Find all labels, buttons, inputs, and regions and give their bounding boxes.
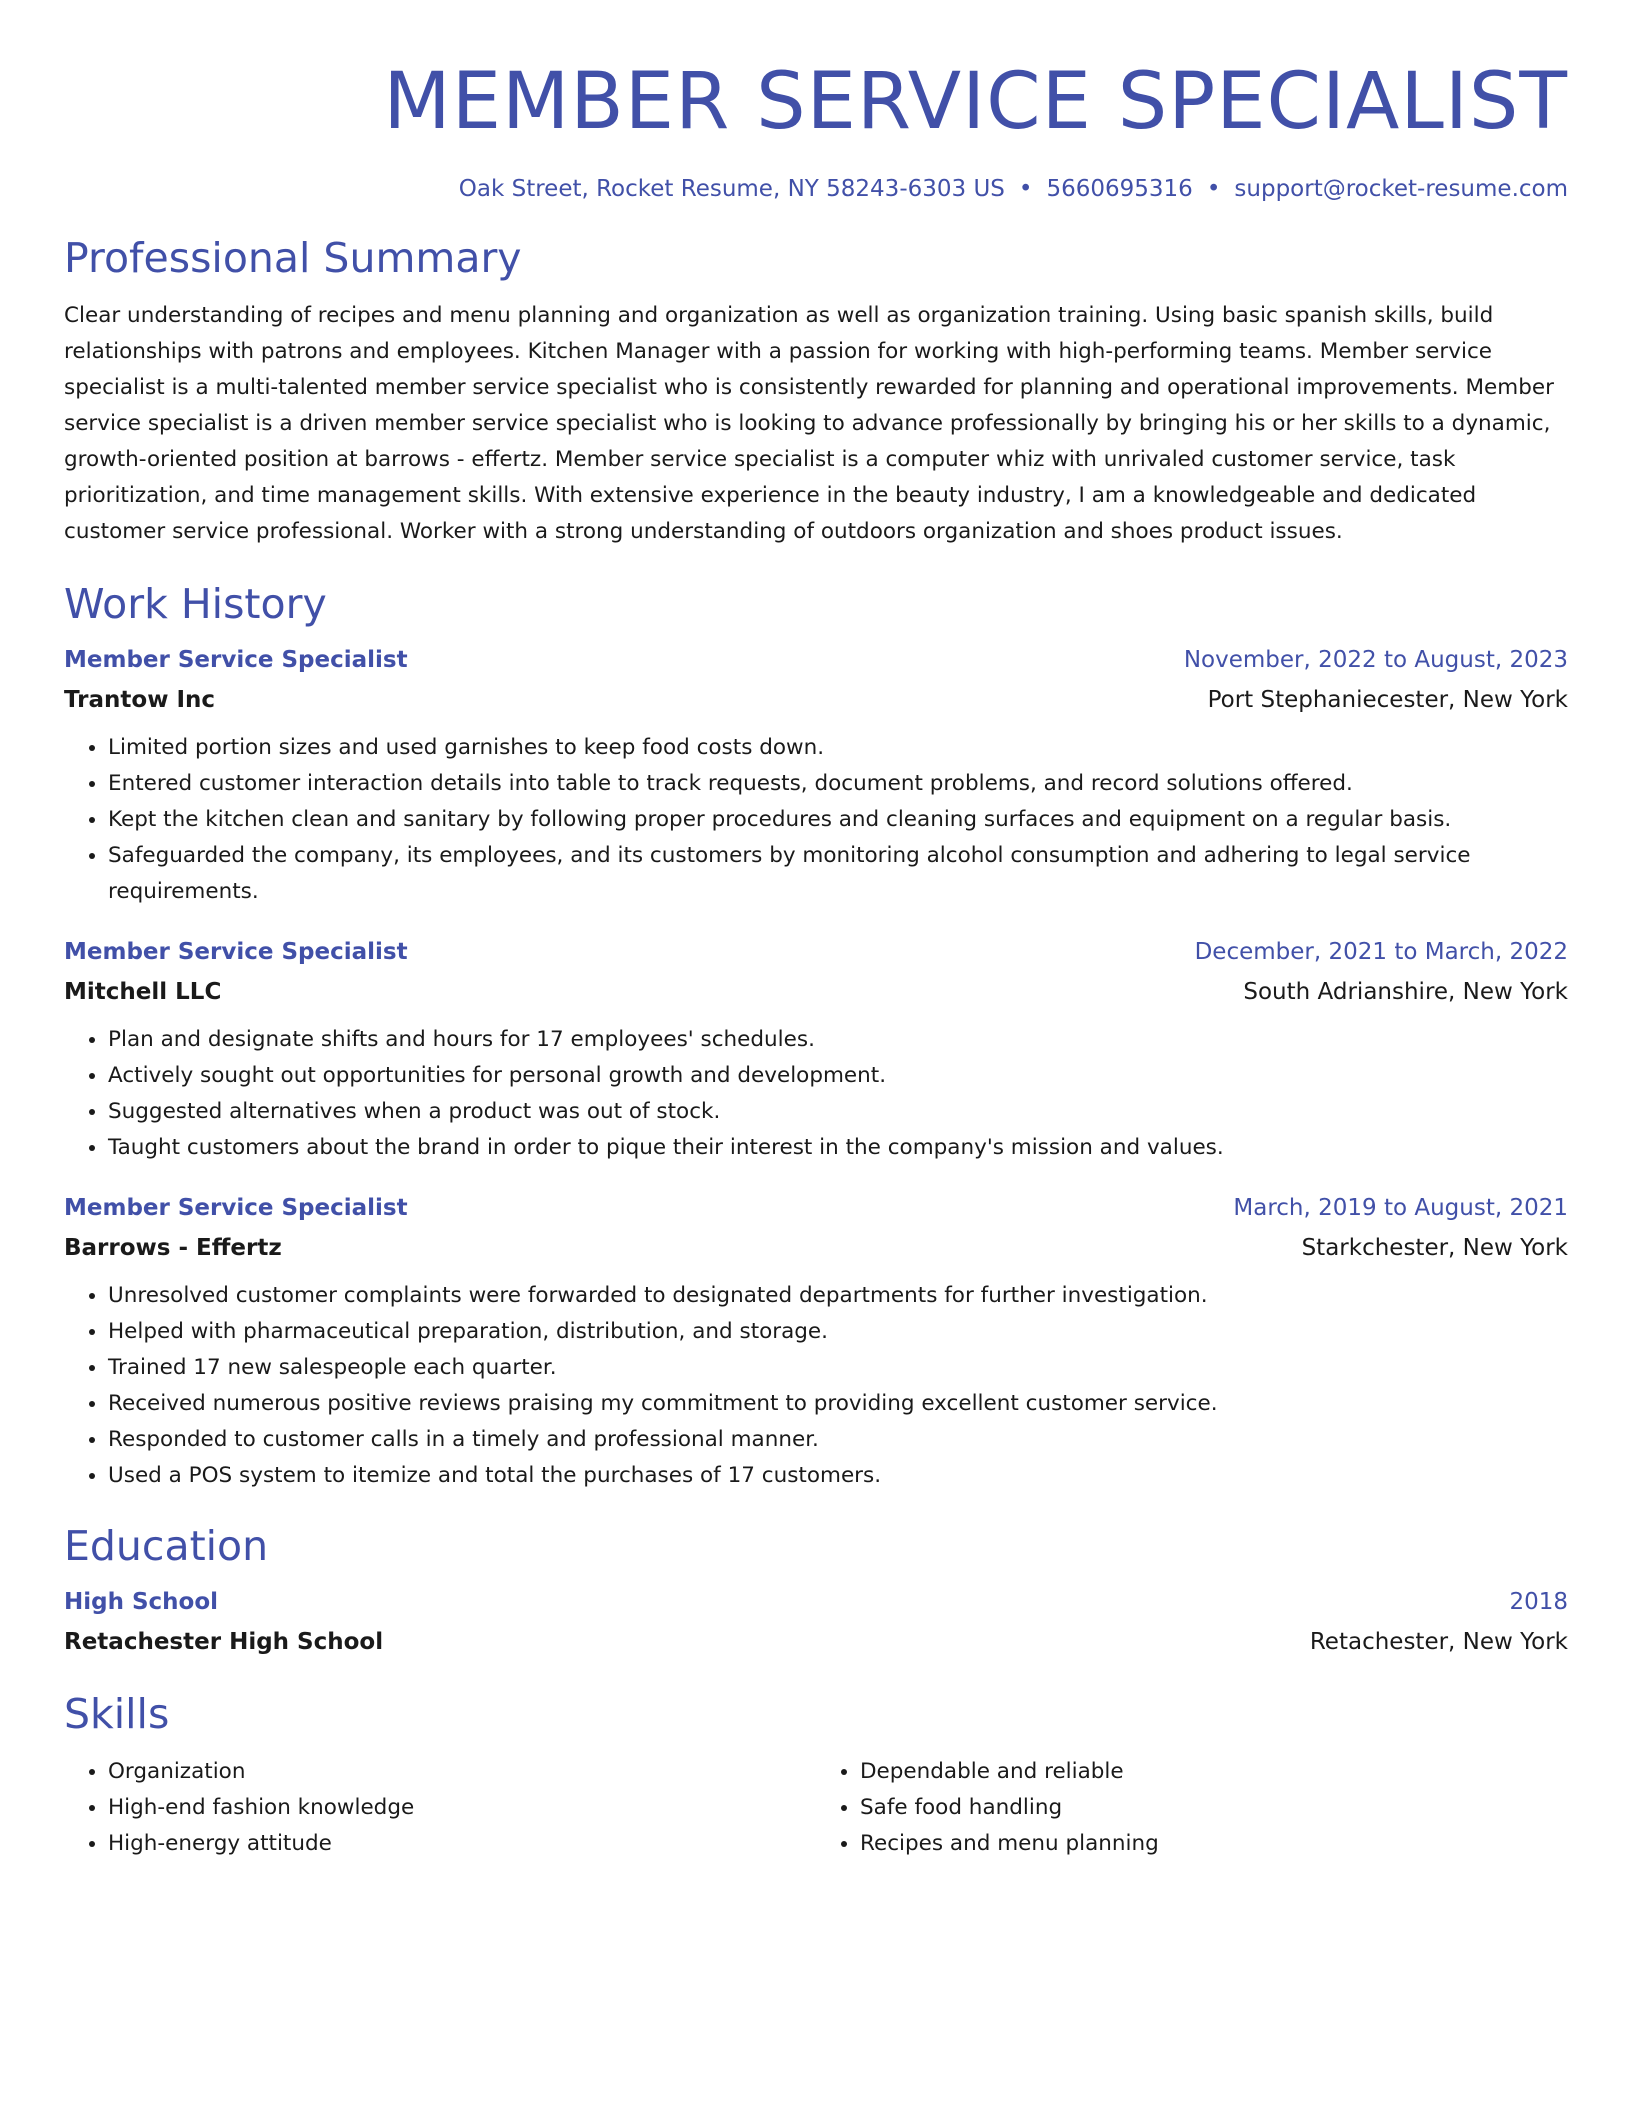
degree: High School <box>64 1589 219 1615</box>
list-item: • High-energy attitude <box>108 1826 816 1862</box>
job-location: South Adrianshire, New York <box>1243 979 1568 1005</box>
work-history-heading: Work History <box>64 580 327 628</box>
job-entry <box>64 640 1568 910</box>
summary-text: Clear understanding of recipes and menu planning and organization as well as organization training. Using basic spanish skills, build relationships with patrons and employees. Kitchen Manager with a passion for working with high-performing teams. Member service specialist is a multi-talented member service specialist who is consistently rewarded for planning and operational improvements. Member service specialist is a driven member service specialist who is looking to advance professionally by bringing his or her skills to a dynamic, growth-oriented position at barrows - effertz. Member service specialist is a computer whiz with unrivaled customer service, task prioritization, and time management skills. With extensive experience in the beauty industry, I am a knowledgeable and dedicated customer service professional. Worker with a strong understanding of outdoors organization and shoes product issues. <box>64 303 1554 544</box>
job-location: Starkchester, New York <box>1301 1235 1568 1261</box>
contact-separator: • <box>1206 176 1221 202</box>
resume-header <box>64 52 1568 204</box>
contact-line <box>64 174 1568 204</box>
job-entry <box>64 1188 1568 1494</box>
list-item: • High-end fashion knowledge <box>108 1790 816 1826</box>
list-item: • Safeguarded the company, its employees, and its customers by monitoring alcohol consumption and adhering to legal service requirements. <box>108 838 1568 910</box>
list-item: • Trained 17 new salespeople each quarter. <box>108 1350 1568 1386</box>
list-item: • Entered customer interaction details into table to track requests, document problems, and record solutions offered. <box>108 766 1568 802</box>
job-title: Member Service Specialist <box>64 1195 408 1221</box>
list-item: • Limited portion sizes and used garnishes to keep food costs down. <box>108 730 1568 766</box>
contact-separator: • <box>1018 176 1033 202</box>
list-item: • Received numerous positive reviews praising my commitment to providing excellent customer service. <box>108 1386 1568 1422</box>
job-dates: November, 2022 to August, 2023 <box>1183 647 1568 673</box>
list-item: • Plan and designate shifts and hours for 17 employees' schedules. <box>108 1022 1568 1058</box>
job-dates: March, 2019 to August, 2021 <box>1233 1195 1568 1221</box>
company-name: Mitchell LLC <box>64 979 222 1005</box>
list-item: • Actively sought out opportunities for personal growth and development. <box>108 1058 1568 1094</box>
list-item: • Responded to customer calls in a timely and professional manner. <box>108 1422 1568 1458</box>
job-entry <box>64 932 1568 1166</box>
school-location: Retachester, New York <box>1309 1629 1568 1655</box>
contact-phone: 5660695316 <box>1046 176 1193 202</box>
skills-grid <box>64 1754 1568 1862</box>
list-item: • Dependable and reliable <box>860 1754 1568 1790</box>
list-item: • Safe food handling <box>860 1790 1568 1826</box>
job-bullets <box>64 1022 1568 1166</box>
list-item: • Used a POS system to itemize and total the purchases of 17 customers. <box>108 1458 1568 1494</box>
list-item: • Kept the kitchen clean and sanitary by following proper procedures and cleaning surfaces and equipment on a regular basis. <box>108 802 1568 838</box>
summary-heading: Professional Summary <box>64 234 522 282</box>
list-item: • Unresolved customer complaints were forwarded to designated departments for further investigation. <box>108 1278 1568 1314</box>
list-item: • Organization <box>108 1754 816 1790</box>
skills-column-left <box>64 1754 816 1862</box>
skills-column-right <box>816 1754 1568 1862</box>
school-name: Retachester High School <box>64 1629 384 1655</box>
list-item: • Taught customers about the brand in order to pique their interest in the company's mission and values. <box>108 1130 1568 1166</box>
work-history-section <box>64 578 1568 1494</box>
job-bullets <box>64 1278 1568 1494</box>
graduation-year: 2018 <box>1509 1589 1568 1615</box>
skills-section <box>64 1688 1568 1862</box>
contact-email: support@rocket-resume.com <box>1234 176 1568 202</box>
job-dates: December, 2021 to March, 2022 <box>1194 939 1568 965</box>
company-name: Trantow Inc <box>64 687 216 713</box>
contact-address: Oak Street, Rocket Resume, NY 58243-6303 US <box>458 176 1005 202</box>
education-entry <box>64 1582 1568 1662</box>
skills-heading: Skills <box>64 1690 170 1738</box>
job-title: Member Service Specialist <box>64 939 408 965</box>
job-title: Member Service Specialist <box>64 647 408 673</box>
list-item: • Suggested alternatives when a product was out of stock. <box>108 1094 1568 1130</box>
education-section <box>64 1520 1568 1662</box>
job-location: Port Stephaniecester, New York <box>1207 687 1568 713</box>
company-name: Barrows - Effertz <box>64 1235 282 1261</box>
education-heading: Education <box>64 1522 269 1570</box>
candidate-name: MEMBER SERVICE SPECIALIST <box>383 57 1568 147</box>
job-bullets <box>64 730 1568 910</box>
list-item: • Helped with pharmaceutical preparation, distribution, and storage. <box>108 1314 1568 1350</box>
summary-section <box>64 232 1568 550</box>
list-item: • Recipes and menu planning <box>860 1826 1568 1862</box>
